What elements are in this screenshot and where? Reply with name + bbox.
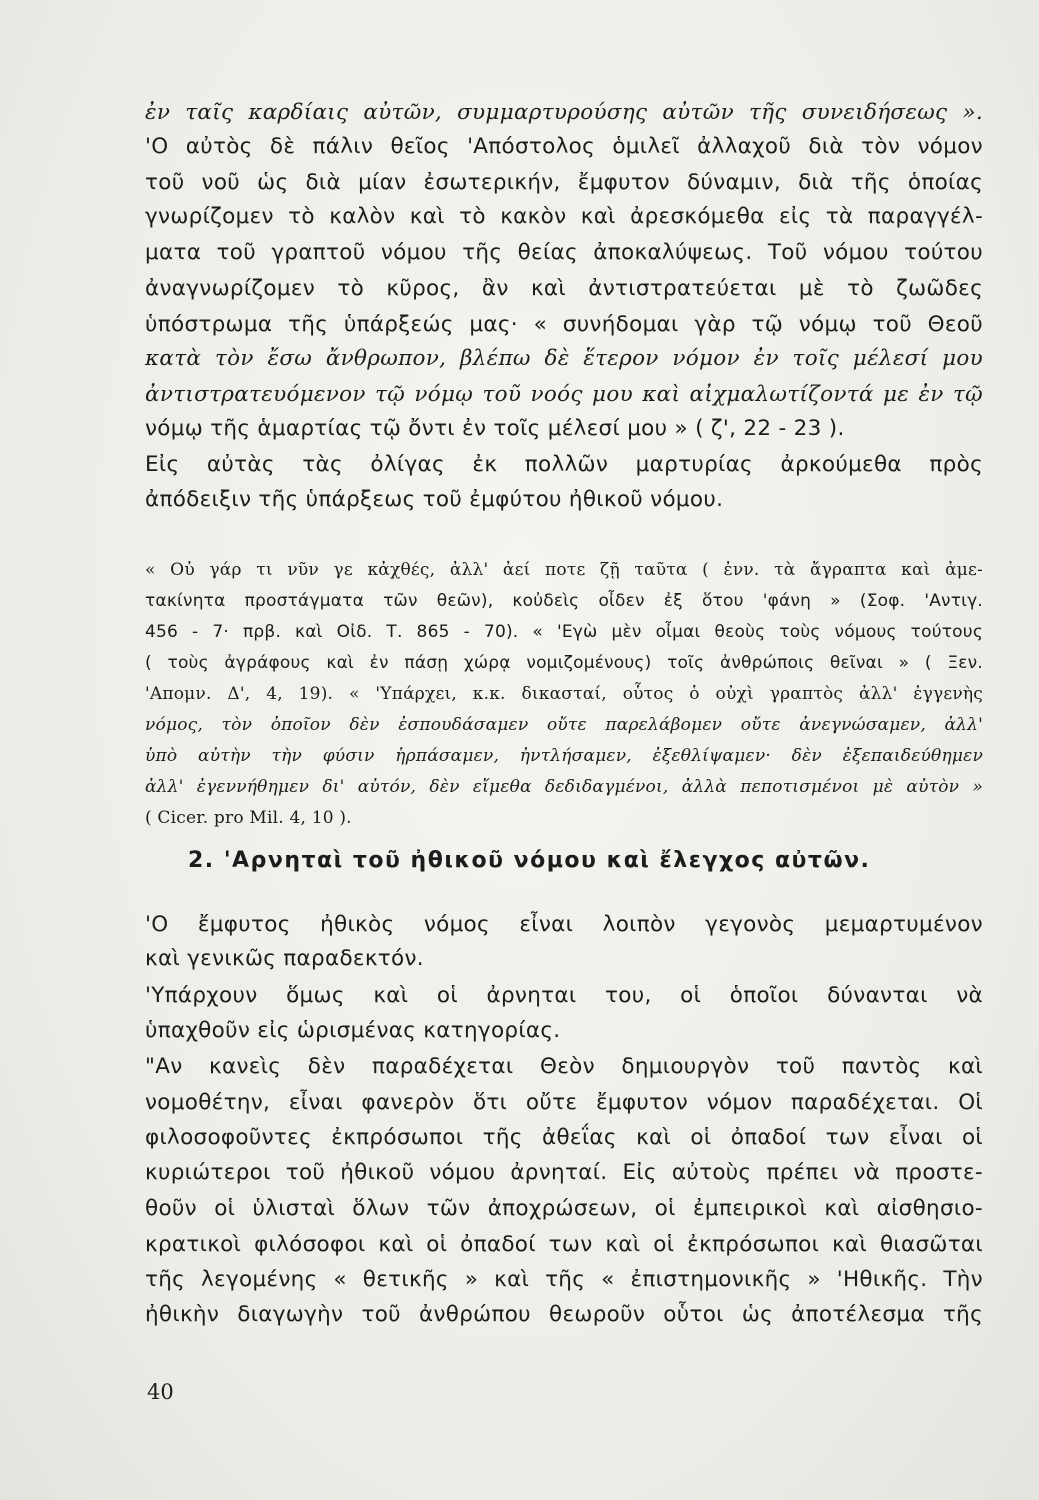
text-line: ἀναγνωρίζομεν τὸ κῦρος, ἂν καὶ ἀντιστρατεύεται μὲ τὸ ζωῶδες bbox=[145, 276, 983, 301]
text-line: νομοθέτην, εἶναι φανερὸν ὅτι οὔτε ἔμφυτον νόμον παραδέχεται. Οἱ bbox=[145, 1090, 983, 1115]
text-line: κατὰ τὸν ἔσω ἄνθρωπον, βλέπω δὲ ἕτερον νόμον ἐν τοῖς μέλεσί μου bbox=[145, 346, 983, 371]
footnote-line: νόμος, τὸν ὁποῖον δὲν ἐσπουδάσαμεν οὔτε παρελάβομεν οὔτε ἀνεγνώσαμεν, ἀλλ' bbox=[145, 715, 983, 735]
text-line: ματα τοῦ γραπτοῦ νόμου τῆς θείας ἀποκαλύψεως. Τοῦ νόμου τούτου bbox=[145, 240, 983, 265]
footnote-line: ( τοὺς ἀγράφους καὶ ἐν πάσῃ χώρᾳ νομιζομένους) τοῖς ἀνθρώποις θεῖναι » ( Ξεν. bbox=[145, 653, 983, 673]
section-heading: 2. 'Αρνηταὶ τοῦ ἠθικοῦ νόμου καὶ ἔλεγχος αὐτῶν. bbox=[188, 848, 871, 873]
footnote-line: τακίνητα προστάγματα τῶν θεῶν), κοὐδεὶς οἶδεν ἐξ ὅτου 'φάνη » (Σοφ. 'Αντιγ. bbox=[145, 591, 983, 611]
text-line: 'Ο ἔμφυτος ἠθικὸς νόμος εἶναι λοιπὸν γεγονὸς μεμαρτυμένον bbox=[145, 912, 983, 937]
text-line: ἀντιστρατευόμενον τῷ νόμῳ τοῦ νοός μου καὶ αἰχμαλωτίζοντά με ἐν τῷ bbox=[145, 382, 983, 407]
text-line: ὑπόστρωμα τῆς ὑπάρξεώς μας· « συνήδομαι γὰρ τῷ νόμῳ τοῦ Θεοῦ bbox=[145, 312, 983, 337]
footnote-line: ἀλλ' ἐγεννήθημεν δι' αὐτόν, δὲν εἴμεθα δεδιδαγμένοι, ἀλλὰ πεποτισμένοι μὲ αὐτὸν » bbox=[145, 777, 983, 797]
text-line: "Αν κανεὶς δὲν παραδέχεται Θεὸν δημιουργὸν τοῦ παντὸς καὶ bbox=[145, 1054, 983, 1079]
text-line: καὶ γενικῶς παραδεκτόν. bbox=[145, 946, 424, 971]
text-line: τῆς λεγομένης « θετικῆς » καὶ τῆς « ἐπιστημονικῆς » 'Ηθικῆς. Τὴν bbox=[145, 1267, 983, 1292]
footnote-line: « Οὐ γάρ τι νῦν γε κἀχθές, ἀλλ' ἀεί ποτε ζῇ ταῦτα ( ἐνν. τὰ ἄγραπτα καὶ ἀμε- bbox=[145, 560, 983, 580]
footnote-line: 456 - 7· πρβ. καὶ Οἰδ. Τ. 865 - 70). « 'Εγὼ μὲν οἶμαι θεοὺς τοὺς νόμους τούτους bbox=[145, 622, 983, 642]
text-line: Εἰς αὐτὰς τὰς ὀλίγας ἐκ πολλῶν μαρτυρίας ἀρκούμεθα πρὸς bbox=[145, 452, 983, 477]
text-line: 'Υπάρχουν ὅμως καὶ οἱ ἀρνηται του, οἱ ὁποῖοι δύνανται νὰ bbox=[145, 983, 983, 1008]
text-line: κρατικοὶ φιλόσοφοι καὶ οἱ ὀπαδοί των καὶ οἱ ἐκπρόσωποι καὶ θιασῶται bbox=[145, 1232, 983, 1257]
footnote-line: 'Απομν. Δ', 4, 19). « 'Υπάρχει, κ.κ. δικασταί, οὗτος ὁ οὐχὶ γραπτὸς ἀλλ' ἐγγενὴς bbox=[145, 684, 983, 704]
text-line: φιλοσοφοῦντες ἐκπρόσωποι τῆς ἀθεΐας καὶ οἱ ὀπαδοί των εἶναι οἱ bbox=[145, 1125, 983, 1150]
text-line: 'Ο αὐτὸς δὲ πάλιν θεῖος 'Απόστολος ὁμιλεῖ ἀλλαχοῦ διὰ τὸν νόμον bbox=[145, 134, 983, 159]
text-line: τοῦ νοῦ ὡς διὰ μίαν ἐσωτερικήν, ἔμφυτον δύναμιν, διὰ τῆς ὁποίας bbox=[145, 170, 983, 195]
footnote-line: ὑπὸ αὐτὴν τὴν φύσιν ἡρπάσαμεν, ἠντλήσαμεν, ἐξεθλίψαμεν· δὲν ἐξεπαιδεύθημεν bbox=[145, 746, 983, 766]
text-line: ὑπαχθοῦν εἰς ὡρισμένας κατηγορίας. bbox=[145, 1018, 561, 1043]
text-line: νόμῳ τῆς ἁμαρτίας τῷ ὄντι ἐν τοῖς μέλεσί μου » ( ζ', 22 - 23 ). bbox=[145, 416, 845, 441]
footnote-line: ( Cicer. pro Mil. 4, 10 ). bbox=[145, 808, 352, 828]
text-line: θοῦν οἱ ὑλισταὶ ὅλων τῶν ἀποχρώσεων, οἱ ἐμπειρικοὶ καὶ αἰσθησιο- bbox=[145, 1196, 983, 1221]
text-line: ἠθικὴν διαγωγὴν τοῦ ἀνθρώπου θεωροῦν οὗτοι ὡς ἀποτέλεσμα τῆς bbox=[145, 1302, 983, 1327]
text-line: κυριώτεροι τοῦ ἠθικοῦ νόμου ἀρνηταί. Εἰς αὐτοὺς πρέπει νὰ προστε- bbox=[145, 1160, 983, 1185]
text-line: ἐν ταῖς καρδίαις αὐτῶν, συμμαρτυρούσης αὐτῶν τῆς συνειδήσεως ». bbox=[145, 100, 983, 125]
text-line: γνωρίζομεν τὸ καλὸν καὶ τὸ κακὸν καὶ ἀρεσκόμεθα εἰς τὰ παραγγέλ- bbox=[145, 204, 983, 229]
text-line: ἀπόδειξιν τῆς ὑπάρξεως τοῦ ἐμφύτου ἠθικοῦ νόμου. bbox=[145, 487, 724, 512]
page-number: 40 bbox=[147, 1380, 174, 1404]
